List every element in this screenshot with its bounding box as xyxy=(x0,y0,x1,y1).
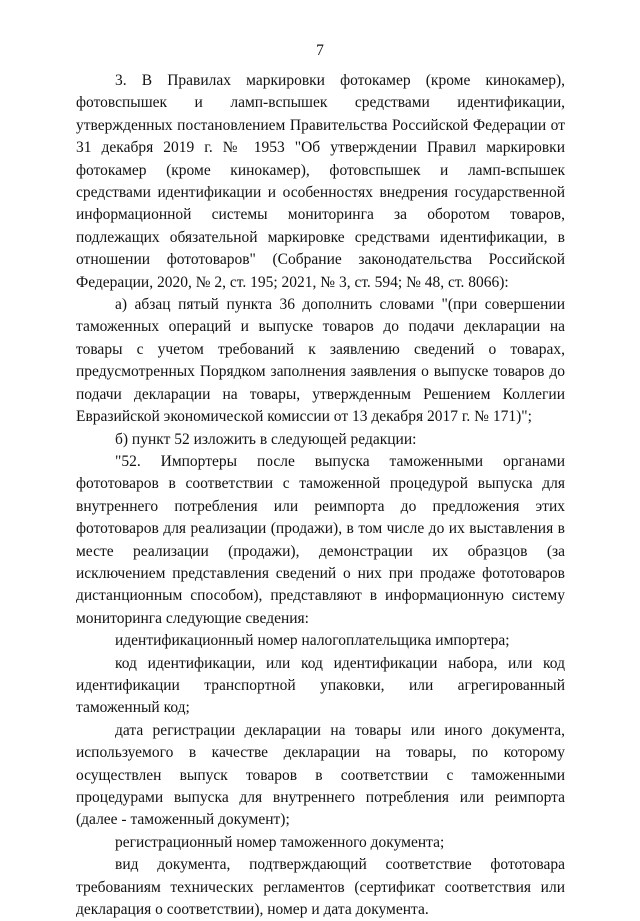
document-body xyxy=(76,70,565,921)
list-item-registration-number: регистрационный номер таможенного документа; xyxy=(115,833,445,851)
list-item-conformity-document: вид документа, подтверждающий соответствие фототовара требованиям технических регламентов (сертификат соответствия или декларация о соответствии), номер и дата документа. xyxy=(76,856,565,919)
list-item-inn: идентификационный номер налогоплательщика импортера; xyxy=(115,632,510,650)
paragraph-item-3-intro: 3. В Правилах маркировки фотокамер (кроме кинокамер), фотовспышек и ламп-вспышек средствами идентификации, утвержденных постановлением Правительства Российской Федерации от 31 декабря 2019 г. № 1953 "Об утверждении Правил маркировки фотокамер (кроме кинокамер), фотовспышек и ламп-вспышек средствами идентификации и особенностях внедрения государственной информационной системы мониторинга за оборотом товаров, подлежащих обязательной маркировке средствами идентификации, в отношении фототоваров" (Собрание законодательства Российской Федерации, 2020, № 2, ст. 195; 2021, № 3, ст. 594; № 48, ст. 8066): xyxy=(76,72,565,291)
list-item-declaration-date: дата регистрации декларации на товары или иного документа, используемого в качестве декларации на товары, по которому осуществлен выпуск товаров в соответствии с таможенными процедурами выпуска для внутреннего потребления или реимпорта (далее - таможенный документ); xyxy=(76,721,565,829)
list-item-identification-code: код идентификации, или код идентификации набора, или код идентификации транспортной упаковки, или агрегированный таможенный код; xyxy=(76,654,565,717)
paragraph-clause-52: "52. Импортеры после выпуска таможенными органами фототоваров в соответствии с таможенной процедурой выпуска для внутреннего потребления или реимпорта до предложения этих фототоваров для реализации (продажи), в том числе до их выставления в месте реализации (продажи), демонстрации их образцов (за исключением представления сведений о них при продаже фототоваров дистанционным способом), представляют в информационную систему мониторинга следующие сведения: xyxy=(76,452,565,627)
paragraph-subitem-b: б) пункт 52 изложить в следующей редакции: xyxy=(115,430,417,448)
page-number: 7 xyxy=(316,42,324,59)
paragraph-subitem-a: а) абзац пятый пункта 36 дополнить словами "(при совершении таможенных операций и выпуске товаров до подачи декларации на товары с учетом требований к заявлению сведений о товарах, предусмотренных Порядком заполнения заявления о выпуске товаров до подачи декларации на товары, утвержденным Решением Коллегии Евразийской экономической комиссии от 13 декабря 2017 г. № 171)"; xyxy=(76,296,565,426)
